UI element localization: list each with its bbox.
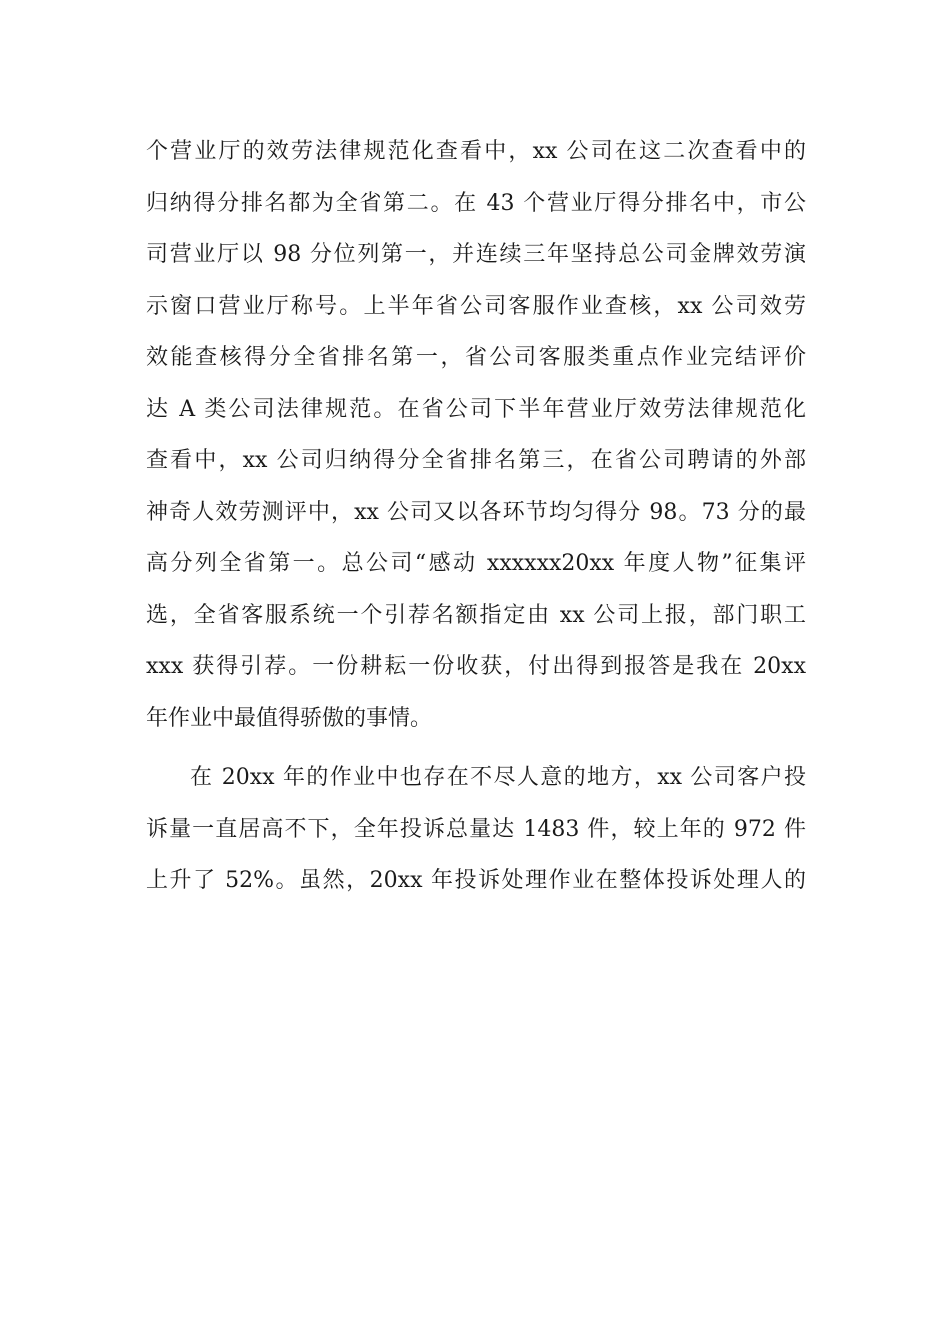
text-line: 选，全省客服系统一个引荐名额指定由 xx 公司上报，部门职工 — [146, 602, 806, 628]
text-line: 上升了 52%。虽然，20xx 年投诉处理作业在整体投诉处理人的 — [146, 868, 806, 893]
document-body — [146, 126, 806, 907]
text-line: xxx 获得引荐。一份耕耘一份收获，付出得到报答是我在 20xx — [146, 654, 806, 679]
paragraph-spacer — [146, 744, 806, 752]
text-line: 效能查核得分全省排名第一，省公司客服类重点作业完结评价 — [146, 345, 806, 370]
text-line: 神奇人效劳测评中，xx 公司又以各环节均匀得分 98。73 分的最 — [146, 499, 806, 525]
text-line: 归纳得分排名都为全省第二。在 43 个营业厅得分排名中，市公 — [146, 190, 806, 216]
paragraph-1 — [146, 126, 806, 744]
paragraph-2 — [146, 752, 806, 907]
text-line: 年作业中最值得骄傲的事情。 — [146, 705, 433, 731]
text-line: 在 20xx 年的作业中也存在不尽人意的地方，xx 公司客户投 — [190, 765, 806, 790]
text-line: 达 A 类公司法律规范。在省公司下半年营业厅效劳法律规范化 — [146, 396, 806, 422]
text-line: 查看中，xx 公司归纳得分全省排名第三，在省公司聘请的外部 — [146, 448, 806, 473]
text-line: 诉量一直居高不下，全年投诉总量达 1483 件，较上年的 972 件 — [146, 816, 806, 842]
text-line: 高分列全省第一。总公司“感动 xxxxxx20xx 年度人物”征集评 — [146, 551, 806, 576]
text-line: 司营业厅以 98 分位列第一，并连续三年坚持总公司金牌效劳演 — [146, 242, 806, 267]
text-line: 个营业厅的效劳法律规范化查看中，xx 公司在这二次查看中的 — [146, 139, 806, 164]
text-line: 示窗口营业厅称号。上半年省公司客服作业查核，xx 公司效劳 — [146, 293, 806, 319]
